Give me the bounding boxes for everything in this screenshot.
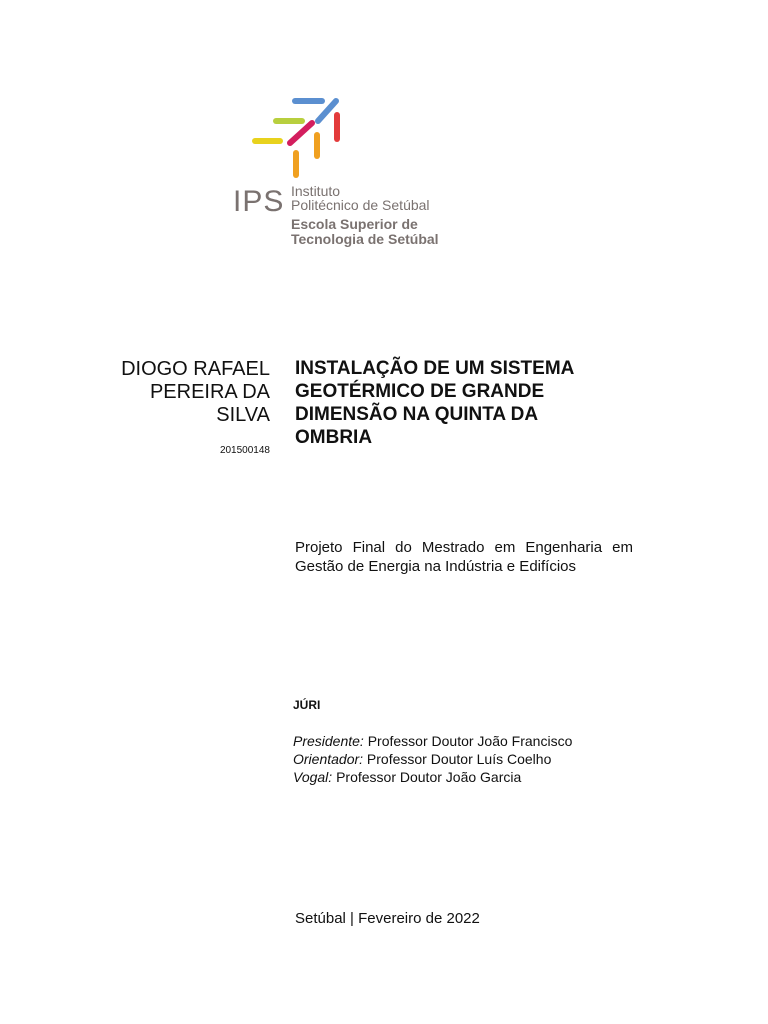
juri-member-name: Professor Doutor João Francisco xyxy=(363,733,573,749)
juri-list xyxy=(293,732,572,786)
ips-logo-mark-icon xyxy=(250,95,350,185)
juri-role: Presidente: xyxy=(293,733,364,749)
document-title xyxy=(295,357,635,449)
logo-acronym: IPS xyxy=(233,185,285,218)
juri-member-name: Professor Doutor João Garcia xyxy=(332,769,522,785)
place-date: Setúbal | Fevereiro de 2022 xyxy=(295,910,480,927)
juri-member xyxy=(293,732,572,750)
logo-bar-magenta xyxy=(290,123,312,143)
author-name-line: SILVA xyxy=(216,404,270,426)
logo-institution-line: Politécnico de Setúbal xyxy=(291,197,430,213)
author-name-line: DIOGO RAFAEL xyxy=(121,358,270,380)
logo-institution-line: Instituto xyxy=(291,183,341,199)
title-line: INSTALAÇÃO DE UM SISTEMA xyxy=(295,358,575,379)
juri-role: Orientador: xyxy=(293,751,364,767)
juri-member xyxy=(293,750,572,768)
juri-heading: JÚRI xyxy=(293,698,321,712)
logo-school xyxy=(291,217,439,247)
title-line: OMBRIA xyxy=(295,427,373,448)
student-id: 201500148 xyxy=(219,445,270,456)
author-name xyxy=(70,358,270,427)
logo-institution xyxy=(291,184,430,212)
logo-school-line: Escola Superior de xyxy=(291,216,418,232)
juri-role: Vogal: xyxy=(293,769,333,785)
juri-member-name: Professor Doutor Luís Coelho xyxy=(363,751,552,767)
juri-member xyxy=(293,768,572,786)
title-line: DIMENSÃO NA QUINTA DA xyxy=(295,404,539,425)
title-line: GEOTÉRMICO DE GRANDE xyxy=(295,381,545,402)
author-name-line: PEREIRA DA xyxy=(149,381,270,403)
logo-school-line: Tecnologia de Setúbal xyxy=(291,231,439,247)
document-subtitle: Projeto Final do Mestrado em Engenharia em Gestão de Energia na Indústria e Edifícios xyxy=(295,539,633,575)
